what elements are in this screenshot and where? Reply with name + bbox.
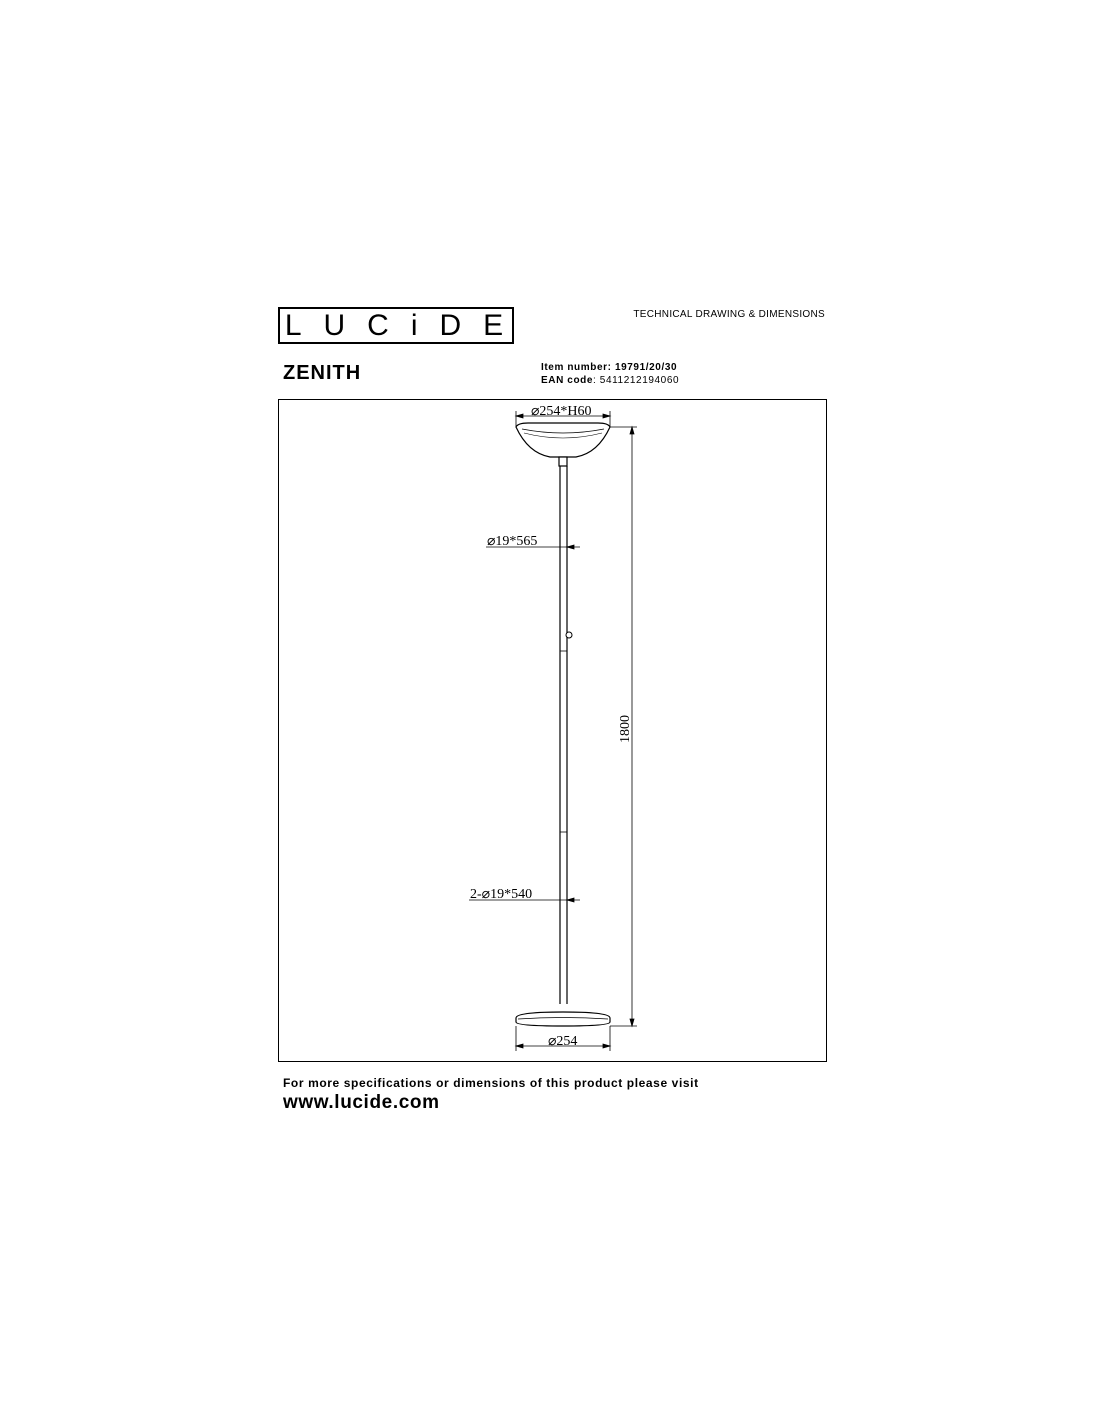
technical-drawing bbox=[278, 399, 827, 1062]
item-number-value: 19791/20/30 bbox=[614, 362, 678, 373]
lamp-base bbox=[516, 1012, 610, 1026]
brand-logo bbox=[278, 307, 526, 344]
item-number-line bbox=[541, 362, 677, 373]
ean-code-line bbox=[541, 375, 679, 386]
base-dimension-label: ⌀254 bbox=[548, 1034, 578, 1049]
footer-note: For more specifications or dimensions of this product please visit bbox=[283, 1076, 699, 1090]
upper-tube-dimension-label: ⌀19*565 bbox=[487, 534, 538, 549]
product-name: ZENITH bbox=[283, 362, 362, 384]
lamp-shade bbox=[516, 423, 610, 466]
lower-tubes-dimension-label: 2-⌀19*540 bbox=[470, 887, 533, 902]
logo-text: LUCiDE bbox=[284, 308, 526, 342]
ean-code-label: EAN code bbox=[541, 375, 594, 386]
ean-code-value: : 5411212194060 bbox=[593, 375, 680, 386]
height-dimension-label: 1800 bbox=[618, 715, 633, 743]
document-title: TECHNICAL DRAWING & DIMENSIONS bbox=[633, 309, 825, 320]
item-number-label: Item number: bbox=[541, 362, 612, 373]
shade-dimension-label: ⌀254*H60 bbox=[531, 404, 592, 419]
footer-link[interactable]: www.lucide.com bbox=[283, 1092, 440, 1113]
switch-knob bbox=[566, 632, 572, 638]
